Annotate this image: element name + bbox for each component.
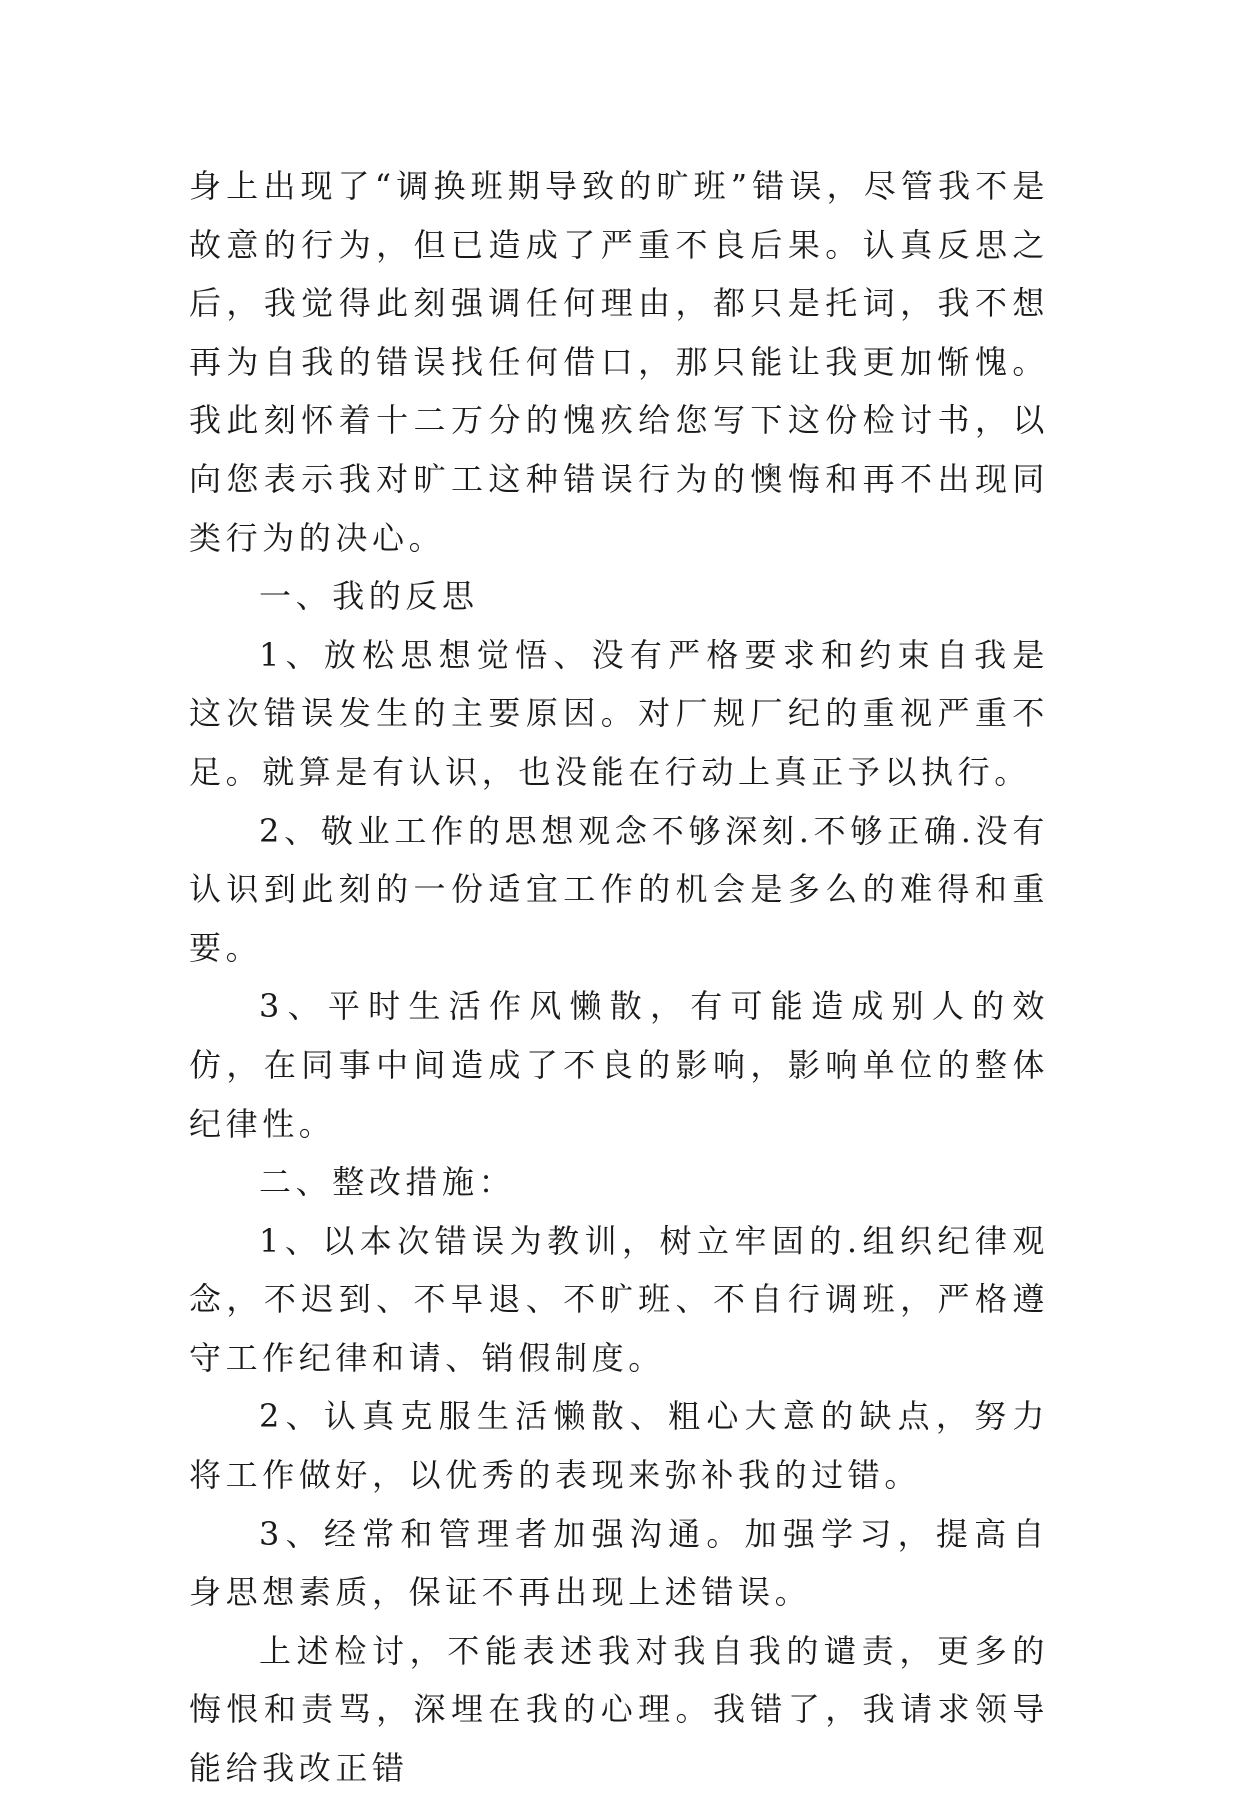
measure-item-1: 1、以本次错误为教训，树立牢固的.组织纪律观念，不迟到、不早退、不旷班、不自行调班，严格遵守工作纪律和请、销假制度。: [189, 1221, 1049, 1377]
section-heading-measures: 二、整改措施：: [259, 1163, 516, 1202]
closing-paragraph: 上述检讨，不能表述我对我自我的谴责，更多的悔恨和责骂，深埋在我的心理。我错了，我请求领导能给我改正错: [189, 1631, 1049, 1788]
measure-item-2: 2、认真克服生活懒散、粗心大意的缺点，努力将工作做好，以优秀的表现来弥补我的过错。: [189, 1397, 1049, 1495]
document-body: [189, 157, 1049, 1798]
reflection-item-1: 1、放松思想觉悟、没有严格要求和约束自我是这次错误发生的主要原因。对厂规厂纪的重视严重不足。就算是有认识，也没能在行动上真正予以执行。: [189, 635, 1049, 791]
reflection-item-3: 3、平时生活作风懒散，有可能造成别人的效仿，在同事中间造成了不良的影响，影响单位的整体纪律性。: [189, 987, 1049, 1143]
section-heading-reflection: 一、我的反思: [259, 577, 479, 616]
paragraph-continuation: 身上出现了“调换班期导致的旷班”错误，尽管我不是故意的行为，但已造成了严重不良后果。认真反思之后，我觉得此刻强调任何理由，都只是托词，我不想再为自我的错误找任何借口，那只能让我更加惭愧。我此刻怀着十二万分的愧疚给您写下这份检讨书，以向您表示我对旷工这种错误行为的懊悔和再不出现同类行为的决心。: [189, 167, 1049, 557]
measure-item-3: 3、经常和管理者加强沟通。加强学习，提高自身思想素质，保证不再出现上述错误。: [189, 1514, 1049, 1612]
reflection-item-2: 2、敬业工作的思想观念不够深刻.不够正确.没有认识到此刻的一份适宜工作的机会是多么的难得和重要。: [189, 811, 1049, 967]
